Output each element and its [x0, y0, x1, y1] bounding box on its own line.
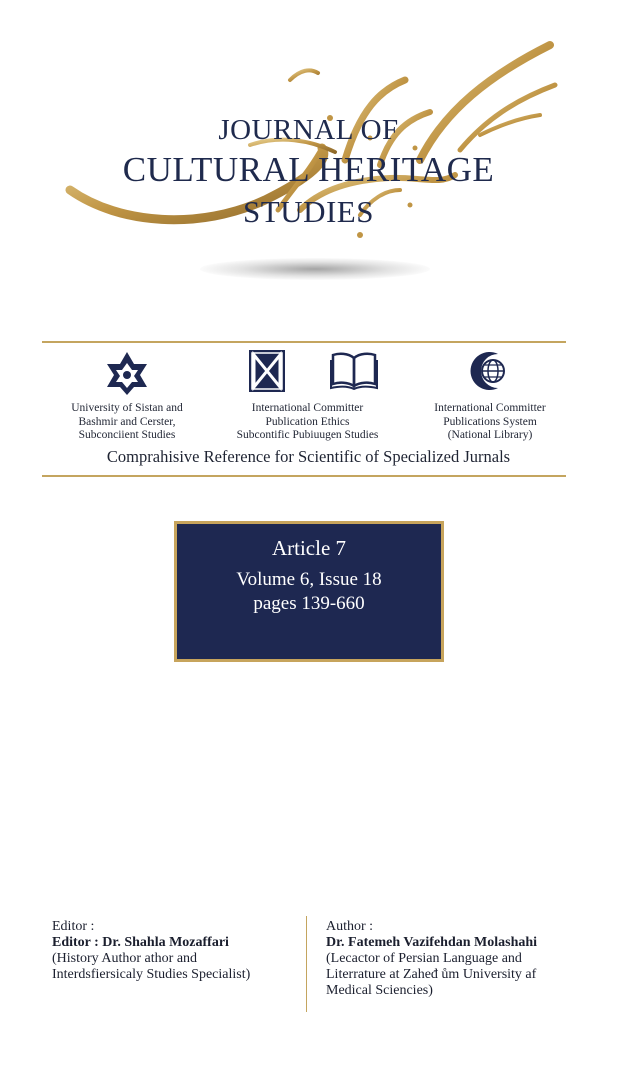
star-emblem-icon	[104, 350, 150, 396]
institution-2-line-1: International Committer	[251, 402, 364, 414]
gold-rule-top	[42, 341, 566, 343]
institution-2-line-2: Publication Ethics	[265, 415, 350, 428]
gold-rule-bottom	[42, 475, 566, 477]
institution-3-line-2: Publications System	[443, 415, 537, 428]
editor-block	[52, 919, 298, 983]
institution-3	[414, 402, 566, 443]
article-pages: pages 139-660	[253, 593, 365, 614]
institution-3-line-1: International Committer	[434, 402, 546, 414]
author-block	[326, 919, 606, 999]
cope-emblem-icon	[249, 350, 285, 392]
article-title: Article 7	[271, 536, 347, 560]
journal-title-line-2: CULTURAL HERITAGE	[122, 150, 495, 189]
article-volume: Volume 6, Issue 18	[236, 569, 382, 590]
editor-heading: Editor :	[52, 919, 95, 934]
institution-1	[52, 402, 202, 443]
editor-desc-line-1: (History Author athor and	[52, 951, 198, 966]
institution-2-line-3: Subcontific Pubiuugen Studies	[236, 429, 379, 441]
author-name: Dr. Fatemeh Vazifehdan Molashahi	[326, 935, 538, 950]
journal-title-line-1: JOURNAL OF	[218, 114, 399, 146]
logo-shadow	[200, 258, 430, 280]
author-desc-line-3: Medical Sciencies)	[326, 983, 433, 998]
author-heading: Author :	[326, 919, 374, 934]
reference-line: Comprahisive Reference for Scientific of Specialized Jurnals	[106, 447, 511, 466]
editor-desc-line-2: Interdsfiersicaly Studies Specialist)	[52, 967, 251, 982]
institution-1-line-3: Subconciient Studies	[78, 429, 176, 441]
institution-3-line-3: (National Library)	[447, 429, 533, 441]
article-info-box	[174, 521, 444, 662]
journal-title-line-3: STUDIES	[243, 194, 374, 229]
editor-name: Editor : Dr. Shahla Mozaffari	[52, 935, 229, 950]
institution-1-line-2: Bashmir and Cerster,	[78, 415, 176, 428]
institution-2	[220, 402, 395, 443]
institution-1-line-1: University of Sistan and	[71, 402, 183, 414]
author-desc-line-1: (Lecactor of Persian Language and	[326, 951, 522, 966]
open-book-icon	[330, 350, 378, 390]
author-desc-line-2: Literrature at Zaheđ ům University af	[326, 967, 537, 982]
column-divider	[306, 916, 307, 1012]
globe-crescent-icon	[468, 350, 510, 392]
